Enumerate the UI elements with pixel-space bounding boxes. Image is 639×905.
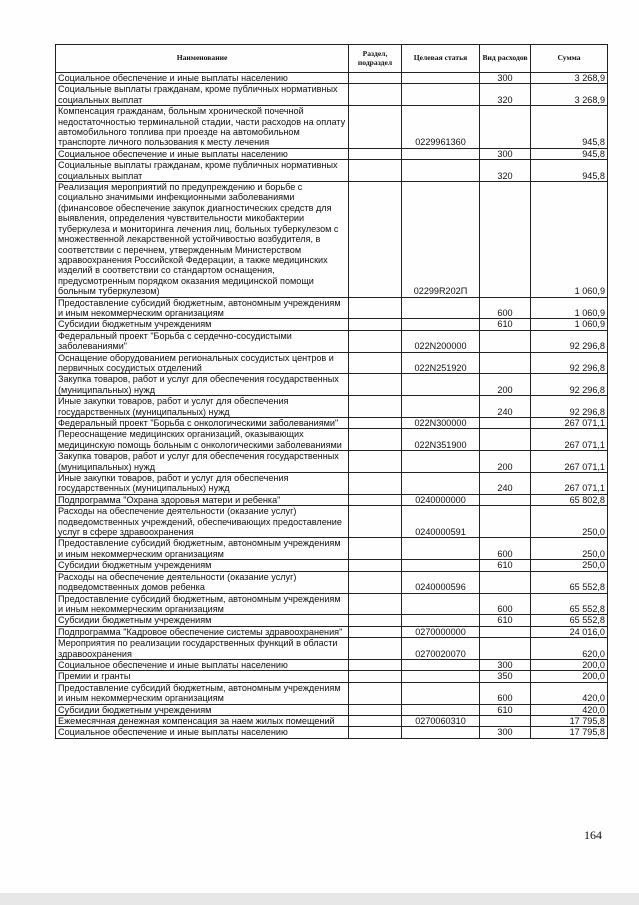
cell-kind [480,626,531,637]
cell-kind [480,106,531,149]
cell-name: Субсидии бюджетным учреждениям [56,615,349,626]
table-row [56,638,608,660]
cell-code: 0240000000 [402,494,480,505]
cell-name: Предоставление субсидий бюджетным, автономным учреждениям и иным некоммерческим организациям [56,682,349,704]
cell-sum: 250,0 [531,538,608,560]
cell-kind [480,506,531,538]
table-row [56,330,608,352]
table-row [56,715,608,726]
table-row [56,352,608,374]
cell-name: Ежемесячная денежная компенсация за наем жилых помещений [56,715,349,726]
cell-kind: 200 [480,374,531,396]
table-row [56,494,608,505]
table-body [56,73,608,739]
cell-code: 02299R202П [402,182,480,297]
cell-code: 022N200000 [402,330,480,352]
cell-kind: 300 [480,727,531,738]
cell-name: Субсидии бюджетным учреждениям [56,319,349,330]
cell-sum: 3 268,9 [531,84,608,106]
cell-kind: 610 [480,704,531,715]
cell-sum: 1 060,9 [531,182,608,297]
cell-name: Предоставление субсидий бюджетным, автономным учреждениям и иным некоммерческим организациям [56,593,349,615]
cell-code [402,659,480,670]
cell-name: Социальное обеспечение и иные выплаты населению [56,73,349,84]
cell-sum: 3 268,9 [531,73,608,84]
cell-kind: 600 [480,682,531,704]
cell-section [349,593,402,615]
cell-sum: 17 795,8 [531,727,608,738]
cell-section [349,704,402,715]
cell-name: Закупка товаров, работ и услуг для обеспечения государственных (муниципальных) нужд [56,374,349,396]
cell-sum: 24 016,0 [531,626,608,637]
table-row [56,182,608,297]
cell-kind: 300 [480,73,531,84]
cell-code [402,451,480,473]
cell-section [349,396,402,418]
table-header-row [56,45,608,73]
cell-name: Реализация мероприятий по предупреждению и борьбе с социально значимыми инфекционными заболеваниями (финансовое обеспечение закупок диагностических средств для выявления, определения чувствительности микобактерии туберкулеза и мониторинга лечения лиц, больных туберкулезом с множественной лекарственной устойчивостью возбудителя, в соответствии с перечнем, утвержденным Министерством здравоохранения Российской Федерации, а также медицинских изделий в соответствии со стандартом оснащения, предусмотренным порядком оказания медицинской помощи больным туберкулезом) [56,182,349,297]
cell-sum: 92 296,8 [531,396,608,418]
table-row [56,615,608,626]
cell-sum: 945,8 [531,106,608,149]
cell-kind [480,429,531,451]
cell-code: 0240000596 [402,571,480,593]
cell-sum: 200,0 [531,659,608,670]
cell-sum: 65 552,8 [531,615,608,626]
cell-kind: 350 [480,671,531,682]
cell-section [349,330,402,352]
cell-name: Социальные выплаты гражданам, кроме публичных нормативных социальных выплат [56,160,349,182]
cell-section [349,84,402,106]
cell-sum: 945,8 [531,160,608,182]
cell-section [349,297,402,319]
table-row [56,682,608,704]
cell-code [402,704,480,715]
cell-kind: 240 [480,473,531,495]
cell-section [349,160,402,182]
cell-kind [480,418,531,429]
cell-name: Социальные выплаты гражданам, кроме публичных нормативных социальных выплат [56,84,349,106]
cell-name: Иные закупки товаров, работ и услуг для обеспечения государственных (муниципальных) нужд [56,473,349,495]
cell-sum: 92 296,8 [531,352,608,374]
cell-section [349,715,402,726]
cell-code [402,615,480,626]
cell-kind: 300 [480,659,531,670]
cell-code [402,73,480,84]
cell-sum: 250,0 [531,560,608,571]
cell-sum: 92 296,8 [531,330,608,352]
cell-sum: 945,8 [531,148,608,159]
cell-code [402,148,480,159]
cell-code: 0270000000 [402,626,480,637]
table-row [56,319,608,330]
table-row [56,374,608,396]
cell-sum: 420,0 [531,704,608,715]
cell-kind [480,494,531,505]
cell-kind [480,182,531,297]
table-row [56,106,608,149]
cell-name: Расходы на обеспечение деятельности (оказание услуг) подведомственных учреждений, обеспечивающих предоставление услуг в сфере здравоохранения [56,506,349,538]
cell-code [402,593,480,615]
cell-kind: 320 [480,160,531,182]
cell-section [349,506,402,538]
table-row [56,73,608,84]
cell-code: 022N351900 [402,429,480,451]
cell-code [402,473,480,495]
cell-kind [480,715,531,726]
table-row [56,593,608,615]
cell-code [402,319,480,330]
cell-kind: 300 [480,148,531,159]
table-row [56,84,608,106]
cell-code: 022N251920 [402,352,480,374]
cell-code: 0270060310 [402,715,480,726]
cell-kind: 610 [480,319,531,330]
header-code: Целевая статья [402,45,480,73]
table-row [56,473,608,495]
cell-code [402,560,480,571]
table-row [56,704,608,715]
table-row [56,418,608,429]
table-row [56,297,608,319]
cell-kind: 600 [480,538,531,560]
header-section: Раздел, подраздел [349,45,402,73]
cell-name: Иные закупки товаров, работ и услуг для обеспечения государственных (муниципальных) нужд [56,396,349,418]
cell-sum: 267 071,1 [531,429,608,451]
cell-sum: 620,0 [531,638,608,660]
cell-sum: 267 071,1 [531,418,608,429]
cell-code [402,671,480,682]
table-row [56,671,608,682]
cell-section [349,182,402,297]
cell-section [349,73,402,84]
header-sum: Сумма [531,45,608,73]
cell-name: Федеральный проект "Борьба с онкологическими заболеваниями" [56,418,349,429]
cell-code: 0229961360 [402,106,480,149]
table-row [56,396,608,418]
cell-kind: 240 [480,396,531,418]
cell-name: Социальное обеспечение и иные выплаты населению [56,148,349,159]
cell-section [349,727,402,738]
cell-name: Субсидии бюджетным учреждениям [56,560,349,571]
cell-section [349,626,402,637]
cell-name: Компенсация гражданам, больным хронической почечной недостаточностью терминальной стадии, части расходов на оплату автомобильного топлива при проезде на автомобильном транспорте личного пользования к месту лечения [56,106,349,149]
cell-name: Мероприятия по реализации государственных функций в области здравоохранения [56,638,349,660]
cell-code [402,682,480,704]
cell-name: Расходы на обеспечение деятельности (оказание услуг) подведомственных домов ребенка [56,571,349,593]
header-name: Наименование [56,45,349,73]
cell-section [349,494,402,505]
cell-name: Подпрограмма "Кадровое обеспечение системы здравоохранения" [56,626,349,637]
cell-section [349,352,402,374]
cell-section [349,451,402,473]
cell-code [402,727,480,738]
header-kind: Вид расходов [480,45,531,73]
cell-kind: 320 [480,84,531,106]
cell-name: Социальное обеспечение и иные выплаты населению [56,727,349,738]
table-row [56,451,608,473]
cell-section [349,418,402,429]
table-row [56,538,608,560]
table-row [56,160,608,182]
table-row [56,148,608,159]
cell-name: Федеральный проект "Борьба с сердечно-сосудистыми заболеваниями" [56,330,349,352]
cell-section [349,671,402,682]
cell-name: Социальное обеспечение и иные выплаты населению [56,659,349,670]
cell-code: 0240000591 [402,506,480,538]
table-row [56,560,608,571]
cell-sum: 1 060,9 [531,319,608,330]
cell-kind [480,352,531,374]
cell-section [349,473,402,495]
cell-name: Премии и гранты [56,671,349,682]
cell-kind [480,571,531,593]
cell-sum: 1 060,9 [531,297,608,319]
table-row [56,727,608,738]
cell-section [349,374,402,396]
cell-kind [480,330,531,352]
cell-sum: 92 296,8 [531,374,608,396]
cell-name: Субсидии бюджетным учреждениям [56,704,349,715]
cell-code: 0270020070 [402,638,480,660]
cell-name: Подпрограмма "Охрана здоровья матери и ребенка" [56,494,349,505]
cell-sum: 267 071,1 [531,451,608,473]
table-row [56,506,608,538]
table-row [56,626,608,637]
cell-kind: 610 [480,560,531,571]
cell-sum: 200,0 [531,671,608,682]
table-row [56,571,608,593]
cell-sum: 65 552,8 [531,593,608,615]
page-number: 164 [584,828,602,842]
cell-name: Закупка товаров, работ и услуг для обеспечения государственных (муниципальных) нужд [56,451,349,473]
cell-kind: 600 [480,593,531,615]
cell-sum: 267 071,1 [531,473,608,495]
cell-code: 022N300000 [402,418,480,429]
cell-code [402,396,480,418]
cell-sum: 17 795,8 [531,715,608,726]
cell-kind [480,638,531,660]
cell-section [349,429,402,451]
cell-section [349,148,402,159]
budget-table [55,44,608,739]
cell-name: Предоставление субсидий бюджетным, автономным учреждениям и иным некоммерческим организациям [56,538,349,560]
cell-section [349,615,402,626]
cell-sum: 420,0 [531,682,608,704]
cell-code [402,84,480,106]
cell-kind: 610 [480,615,531,626]
cell-section [349,538,402,560]
table-row [56,429,608,451]
cell-section [349,659,402,670]
table-row [56,659,608,670]
cell-code [402,160,480,182]
cell-section [349,319,402,330]
cell-code [402,538,480,560]
cell-sum: 65 552,8 [531,571,608,593]
cell-section [349,560,402,571]
cell-section [349,106,402,149]
cell-kind: 200 [480,451,531,473]
cell-kind: 600 [480,297,531,319]
cell-code [402,297,480,319]
cell-sum: 65 802,8 [531,494,608,505]
cell-section [349,638,402,660]
cell-name: Предоставление субсидий бюджетным, автономным учреждениям и иным некоммерческим организациям [56,297,349,319]
cell-section [349,571,402,593]
cell-name: Переоснащение медицинских организаций, оказывающих медицинскую помощь больным с онкологическими заболеваниями [56,429,349,451]
cell-code [402,374,480,396]
cell-sum: 250,0 [531,506,608,538]
scan-bottom-edge [0,893,639,905]
cell-section [349,682,402,704]
cell-name: Оснащение оборудованием региональных сосудистых центров и первичных сосудистых отделений [56,352,349,374]
